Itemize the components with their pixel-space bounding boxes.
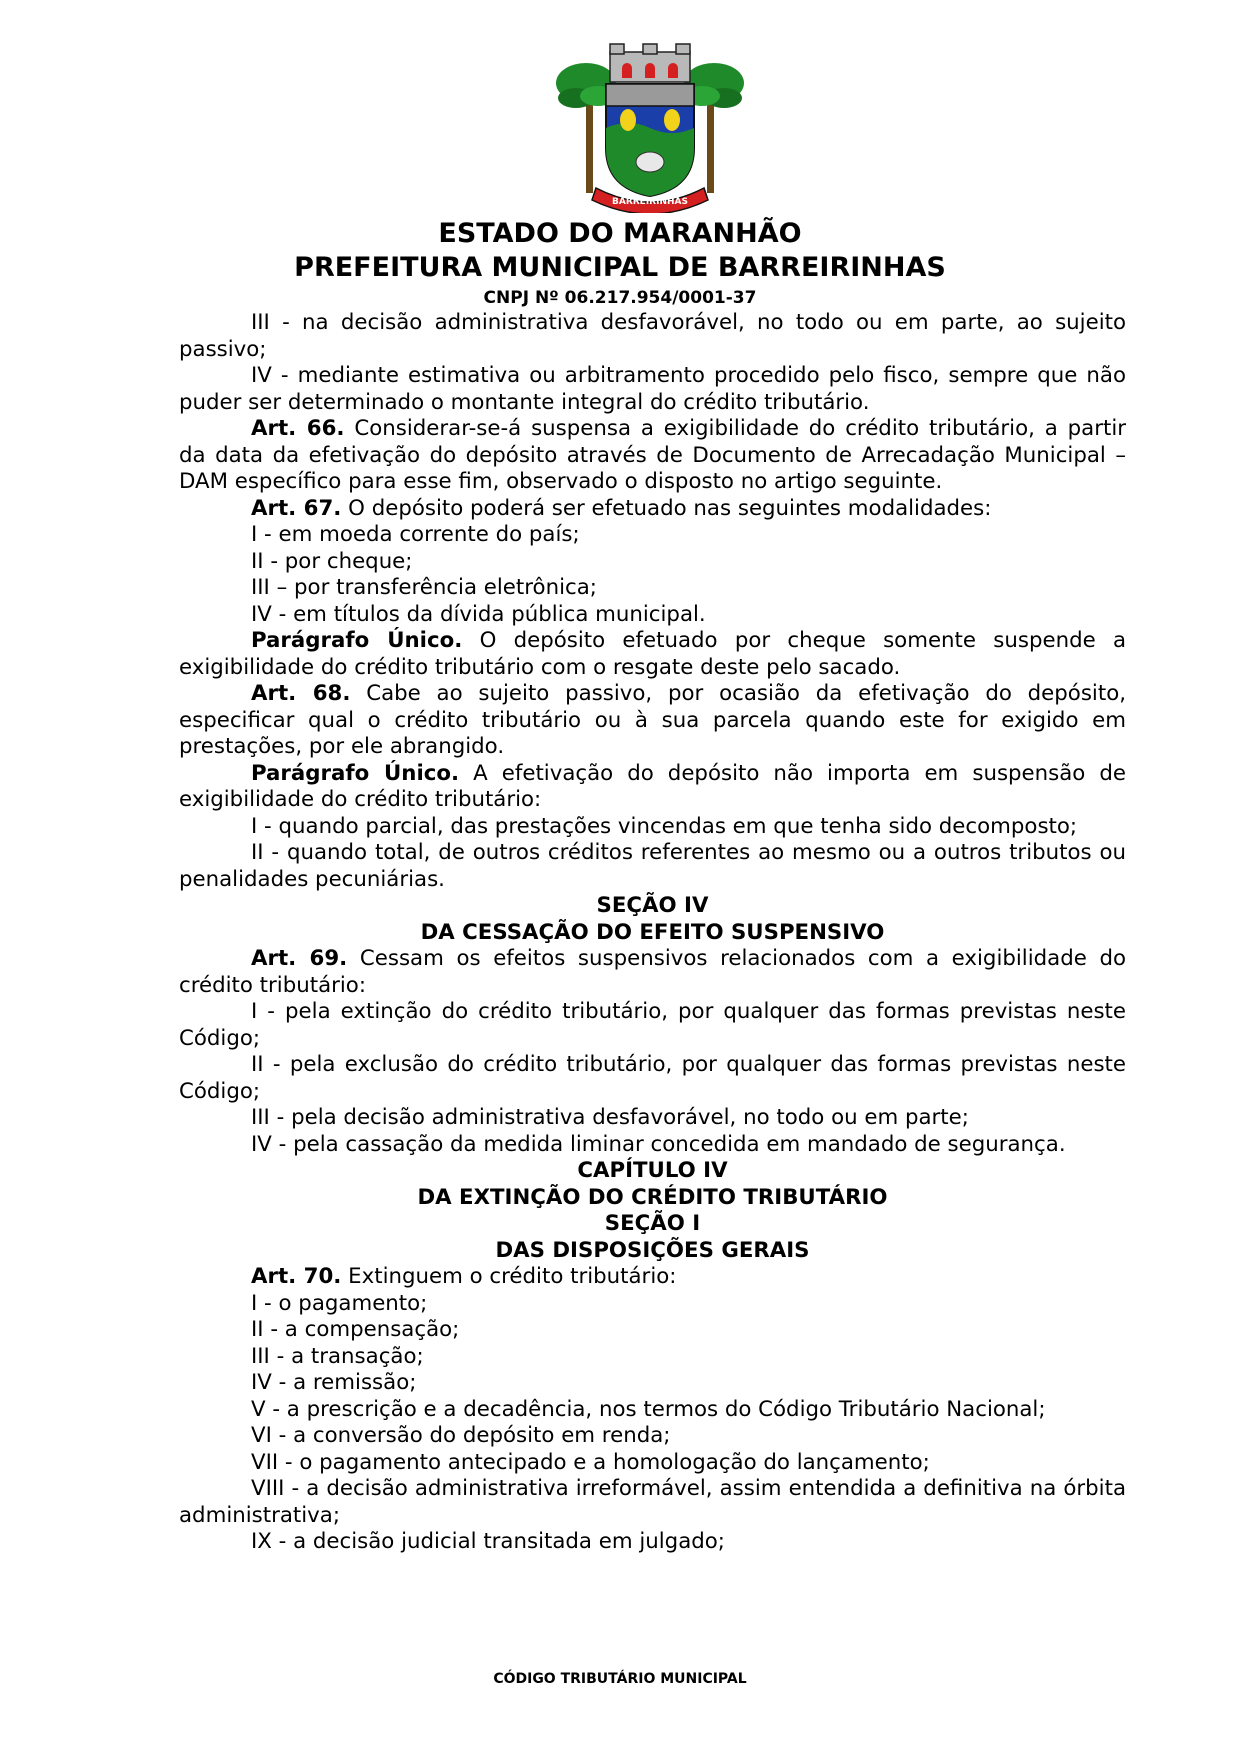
chapter-subheading: DA EXTINÇÃO DO CRÉDITO TRIBUTÁRIO <box>417 1184 888 1210</box>
paragraph-text: O depósito efetuado por cheque somente suspende a exigibilidade do crédito tributário com o resgate deste pelo sacado. <box>179 628 1126 680</box>
state-name: ESTADO DO MARANHÃO <box>438 218 802 249</box>
article-text: Cabe ao sujeito passivo, por ocasião da efetivação do depósito, especificar qual o crédito tributário ou à sua parcela quando este for exigido em prestações, por ele abrangido. <box>179 681 1126 759</box>
article-label: Art. 68. <box>251 681 351 706</box>
list-item: II - pela exclusão do crédito tributário, por qualquer das formas previstas neste Código; <box>179 1052 1126 1104</box>
article-text: Considerar-se-á suspensa a exigibilidade do crédito tributário, a partir da data da efetivação do depósito através de Documento de Arrecadação Municipal – DAM específico para esse fim, observado o disposto no artigo seguinte. <box>179 416 1127 494</box>
list-item: IV - a remissão; <box>251 1370 417 1395</box>
list-item: I - o pagamento; <box>251 1290 428 1316</box>
article-text: Extinguem o crédito tributário: <box>341 1264 677 1289</box>
shield-icon <box>606 84 694 196</box>
list-item: V - a prescrição e a decadência, nos termos do Código Tributário Nacional; <box>251 1396 1046 1422</box>
article-label: Art. 66. <box>251 416 345 441</box>
article-text: O depósito poderá ser efetuado nas seguintes modalidades: <box>341 495 992 521</box>
section-subheading: DA CESSAÇÃO DO EFEITO SUSPENSIVO <box>420 919 885 945</box>
list-item: I - quando parcial, das prestações vincendas em que tenha sido decomposto; <box>251 813 1078 839</box>
list-item: III – por transferência eletrônica; <box>251 575 597 600</box>
mural-crown-icon <box>610 44 690 82</box>
list-item: IV - em títulos da dívida pública municipal. <box>251 601 706 627</box>
paragraph: IV - mediante estimativa ou arbitramento procedido pelo fisco, sempre que não puder ser determinado o montante integral do crédito tributário. <box>179 363 1126 415</box>
sole-paragraph-67 <box>179 628 1126 681</box>
list-item: III - a transação; <box>251 1343 424 1369</box>
cnpj-line: CNPJ Nº 06.217.954/0001-37 <box>483 288 757 308</box>
paragraph-label: Parágrafo Único. <box>251 760 460 786</box>
sole-paragraph-68 <box>179 761 1126 814</box>
list-item: VIII - a decisão administrativa irreformável, assim entendida a definitiva na órbita administrativa; <box>179 1476 1126 1528</box>
paragraph-label: Parágrafo Único. <box>251 628 463 653</box>
list-item: II - a compensação; <box>251 1317 460 1342</box>
article-text: Cessam os efeitos suspensivos relacionados com a exigibilidade do crédito tributário: <box>179 946 1126 998</box>
list-item: II - por cheque; <box>251 548 413 574</box>
list-item: IX - a decisão judicial transitada em julgado; <box>251 1529 725 1554</box>
section-heading: SEÇÃO I <box>604 1211 701 1236</box>
article-66 <box>179 416 1126 496</box>
article-67 <box>179 496 1126 523</box>
document-body <box>179 310 1126 1556</box>
section-subheading: DAS DISPOSIÇÕES GERAIS <box>495 1237 810 1263</box>
municipal-coat-of-arms <box>556 38 744 213</box>
paragraph-text: A efetivação do depósito não importa em suspensão de exigibilidade do crédito tributário: <box>179 760 1127 812</box>
article-label: Art. 67. <box>251 495 342 521</box>
article-70 <box>179 1264 1126 1291</box>
page-footer: CÓDIGO TRIBUTÁRIO MUNICIPAL <box>493 1671 747 1687</box>
article-label: Art. 69. <box>251 946 348 971</box>
chapter-heading: CAPÍTULO IV <box>577 1158 728 1183</box>
list-item: III - pela decisão administrativa desfavorável, no todo ou em parte; <box>251 1105 969 1130</box>
list-item: VI - a conversão do depósito em renda; <box>251 1423 671 1448</box>
city-hall-name: PREFEITURA MUNICIPAL DE BARREIRINHAS <box>294 252 946 283</box>
list-item: II - quando total, de outros créditos referentes ao mesmo ou a outros tributos ou penalidades pecuniárias. <box>179 840 1126 892</box>
list-item: I - pela extinção do crédito tributário, por qualquer das formas previstas neste Código; <box>179 999 1126 1051</box>
article-label: Art. 70. <box>251 1264 342 1289</box>
list-item: I - em moeda corrente do país; <box>251 522 580 547</box>
article-69 <box>179 946 1126 999</box>
paragraph: III - na decisão administrativa desfavorável, no todo ou em parte, ao sujeito passivo; <box>179 310 1126 362</box>
crest-ribbon-text: BARREIRINHAS <box>612 197 688 207</box>
section-heading: SEÇÃO IV <box>596 893 709 918</box>
list-item: VII - o pagamento antecipado e a homologação do lançamento; <box>251 1449 930 1475</box>
article-68 <box>179 681 1126 761</box>
list-item: IV - pela cassação da medida liminar concedida em mandado de segurança. <box>251 1131 1066 1157</box>
